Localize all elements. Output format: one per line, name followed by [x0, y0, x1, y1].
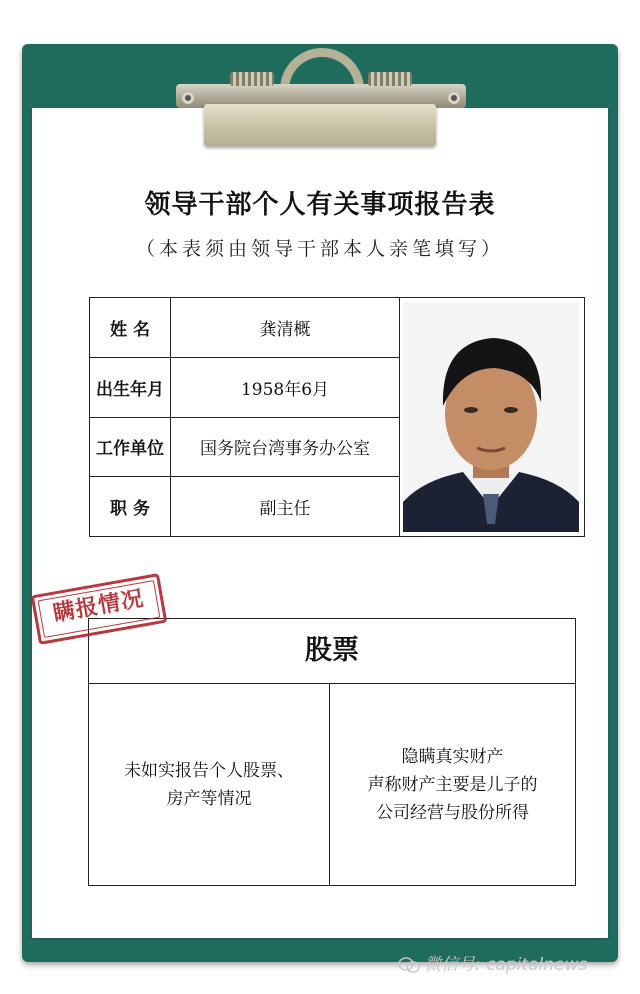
clip-spring-left: [230, 72, 274, 86]
employer-value: 国务院台湾事务办公室: [171, 417, 400, 477]
stock-right-cell: [330, 684, 575, 886]
birth-label: 出生年月: [90, 357, 171, 417]
stock-left-cell: [89, 684, 330, 886]
stock-heading: 股票: [89, 619, 575, 684]
clip-rivet-left: [182, 92, 194, 104]
wechat-icon: [398, 957, 420, 973]
right-line: 隐瞒真实财产: [401, 747, 504, 767]
clip-rivet-right: [448, 92, 460, 104]
name-label: 姓 名: [90, 298, 171, 358]
form-title: 领导干部个人有关事项报告表: [144, 190, 496, 220]
clipboard-clip: [176, 44, 466, 144]
birth-value: 1958年6月: [171, 357, 400, 417]
photo-cell: [400, 298, 585, 537]
clip-spring-right: [368, 72, 412, 86]
left-line: 房产等情况: [166, 789, 252, 809]
info-table: [89, 297, 585, 537]
right-line: 声称财产主要是儿子的: [367, 775, 538, 795]
left-line: 未如实报告个人股票、: [124, 761, 294, 781]
name-value: 龚清概: [171, 298, 400, 358]
watermark: [398, 950, 628, 974]
watermark-text: 微信号: capitalnews: [424, 955, 588, 975]
concealment-stamp: 瞒报情况: [31, 573, 168, 645]
position-label: 职 务: [90, 477, 171, 537]
position-value: 副主任: [171, 477, 400, 537]
form-subtitle: （本表须由领导干部本人亲笔填写）: [135, 238, 504, 260]
portrait-photo: [403, 302, 579, 532]
right-line: 公司经营与股份所得: [376, 803, 529, 823]
clip-plate: [204, 104, 436, 146]
employer-label: 工作单位: [90, 417, 171, 477]
stock-section: [88, 618, 576, 886]
table-row: [90, 298, 585, 358]
